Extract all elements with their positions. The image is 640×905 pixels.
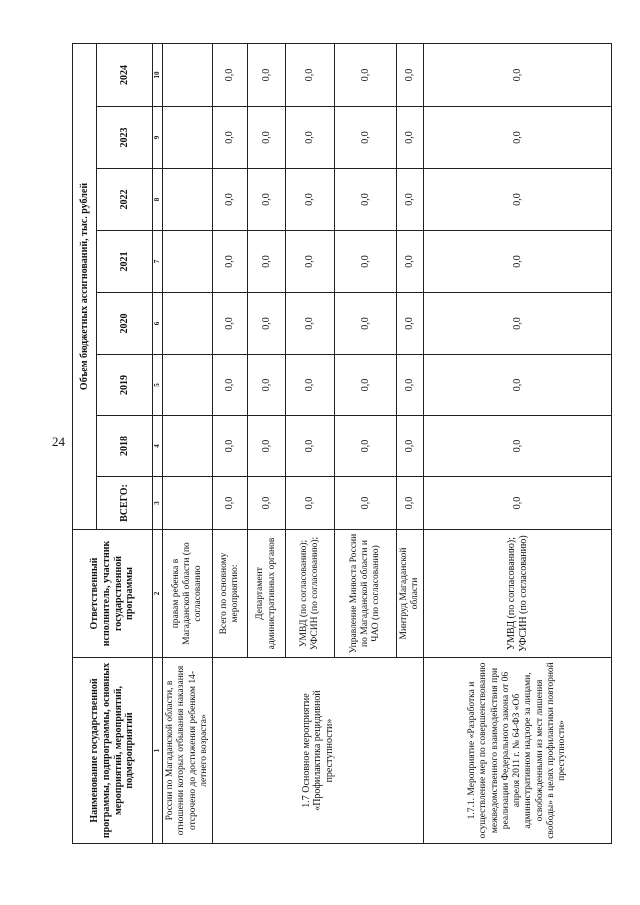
value-cell: 0,0 — [397, 169, 424, 231]
value-cell: 0,0 — [248, 107, 286, 169]
value-cell: 0,0 — [424, 293, 612, 355]
value-cell: 0,0 — [335, 107, 397, 169]
value-cell: 0,0 — [286, 43, 335, 106]
row-name: 1.7 Основное мероприятие «Профилактика рецидивной преступности» — [213, 658, 424, 844]
row-name: России по Магаданской области, в отношении которых отбывания наказания отсрочено до достижения ребенком 14-летнего возраста» — [163, 658, 213, 844]
value-cell: 0,0 — [397, 107, 424, 169]
value-cell: 0,0 — [248, 355, 286, 416]
value-cell: 0,0 — [213, 231, 248, 293]
value-cell: 0,0 — [213, 43, 248, 106]
empty-cell — [163, 43, 213, 106]
column-number: 4 — [153, 416, 163, 477]
row-responsible: Минтруд Магаданской области — [397, 530, 424, 658]
column-number: 2 — [153, 530, 163, 658]
empty-cell — [163, 107, 213, 169]
empty-cell — [163, 231, 213, 293]
value-cell: 0,0 — [286, 293, 335, 355]
value-cell: 0,0 — [286, 355, 335, 416]
empty-cell — [163, 477, 213, 530]
column-number: 6 — [153, 293, 163, 355]
value-cell: 0,0 — [213, 169, 248, 231]
value-cell: 0,0 — [248, 43, 286, 106]
header-year: 2020 — [97, 293, 153, 355]
header-year: 2022 — [97, 169, 153, 231]
row-responsible: Всего по основному мероприятию: — [213, 530, 248, 658]
value-cell: 0,0 — [397, 231, 424, 293]
row-responsible: Департамент административных органов — [248, 530, 286, 658]
header-year: 2018 — [97, 416, 153, 477]
row-responsible: УМВД (по согласованию); УФСИН (по согласованию); — [286, 530, 335, 658]
value-cell: 0,0 — [335, 169, 397, 231]
value-cell: 0,0 — [213, 416, 248, 477]
value-total: 0,0 — [424, 477, 612, 530]
value-cell: 0,0 — [424, 231, 612, 293]
value-cell: 0,0 — [335, 231, 397, 293]
column-number: 8 — [153, 169, 163, 231]
column-number: 7 — [153, 231, 163, 293]
header-year: 2023 — [97, 107, 153, 169]
value-cell: 0,0 — [286, 107, 335, 169]
value-cell: 0,0 — [424, 107, 612, 169]
value-cell: 0,0 — [213, 355, 248, 416]
header-responsible: Ответственный исполнитель, участник государственной программы — [73, 530, 153, 658]
value-cell: 0,0 — [286, 231, 335, 293]
row-name: 1.7.1. Мероприятие «Разработка и осуществление мер по совершенствованию межведомственного взаимодействия при реализации Федерального закона от 06 апреля 2011 г. № 64-ФЗ «Об административном надзоре за лицами, освобожденными из мест лишения свободы» в целях профилактики повторной преступности» — [424, 658, 612, 844]
header-year: 2024 — [97, 43, 153, 106]
budget-table — [72, 43, 612, 844]
value-cell: 0,0 — [286, 169, 335, 231]
header-year: 2021 — [97, 231, 153, 293]
row-responsible: Управление Минюста России по Магаданской области и ЧАО (по согласованию) — [335, 530, 397, 658]
column-number: 10 — [153, 43, 163, 106]
value-cell: 0,0 — [286, 416, 335, 477]
value-total: 0,0 — [397, 477, 424, 530]
empty-cell — [163, 416, 213, 477]
empty-cell — [163, 293, 213, 355]
value-total: 0,0 — [335, 477, 397, 530]
value-cell: 0,0 — [397, 293, 424, 355]
value-cell: 0,0 — [397, 355, 424, 416]
value-cell: 0,0 — [335, 43, 397, 106]
page-number: 24 — [52, 434, 65, 449]
value-total: 0,0 — [286, 477, 335, 530]
row-responsible: УМВД (по согласованию); УФСИН (по согласованию) — [424, 530, 612, 658]
value-total: 0,0 — [213, 477, 248, 530]
value-cell: 0,0 — [335, 416, 397, 477]
column-number: 5 — [153, 355, 163, 416]
value-cell: 0,0 — [397, 43, 424, 106]
column-number: 1 — [153, 658, 163, 844]
value-cell: 0,0 — [424, 169, 612, 231]
rotated-table-sheet — [72, 44, 612, 844]
value-cell: 0,0 — [424, 416, 612, 477]
column-number: 3 — [153, 477, 163, 530]
header-budget: Объем бюджетных ассигнований, тыс. рублей — [73, 43, 97, 529]
value-cell: 0,0 — [248, 293, 286, 355]
value-cell: 0,0 — [335, 293, 397, 355]
column-number: 9 — [153, 107, 163, 169]
row-responsible: правам ребенка в Магаданской области (по согласованию — [163, 530, 213, 658]
header-total: ВСЕГО: — [97, 477, 153, 530]
header-year: 2019 — [97, 355, 153, 416]
header-name: Наименование государственной программы, подпрограммы, основных мероприятий, мероприятий, подмероприятий — [73, 658, 153, 844]
value-cell: 0,0 — [248, 416, 286, 477]
value-cell: 0,0 — [335, 355, 397, 416]
empty-cell — [163, 355, 213, 416]
value-cell: 0,0 — [248, 169, 286, 231]
value-cell: 0,0 — [248, 231, 286, 293]
value-cell: 0,0 — [424, 43, 612, 106]
value-total: 0,0 — [248, 477, 286, 530]
value-cell: 0,0 — [213, 107, 248, 169]
value-cell: 0,0 — [213, 293, 248, 355]
empty-cell — [163, 169, 213, 231]
value-cell: 0,0 — [397, 416, 424, 477]
table-rotation-frame — [72, 44, 612, 844]
value-cell: 0,0 — [424, 355, 612, 416]
